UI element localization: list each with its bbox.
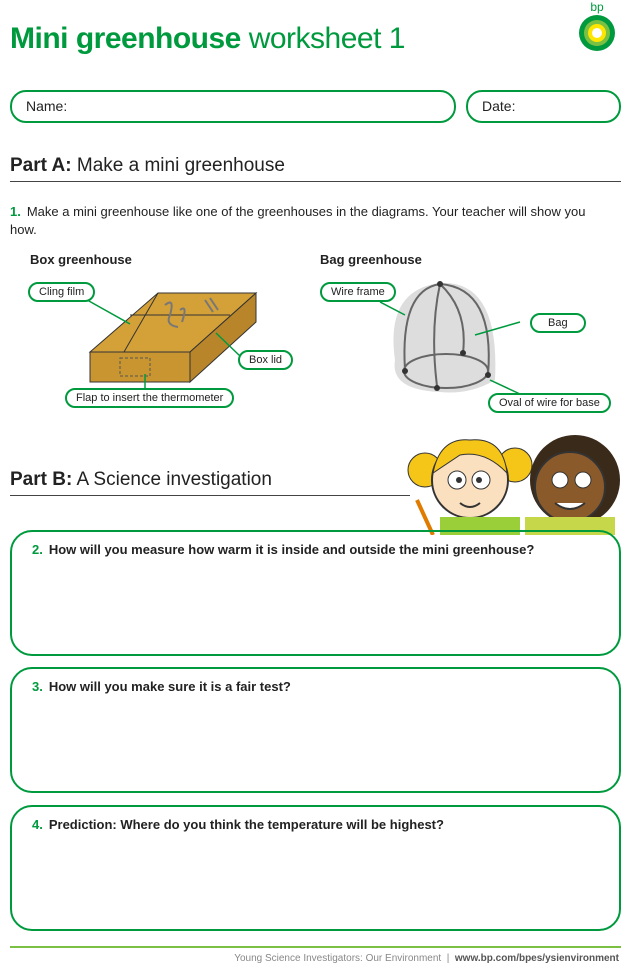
question-2-text: How will you measure how warm it is inside and outside the mini greenhouse? xyxy=(48,542,535,557)
answer-box-question-2[interactable]: 2. How will you measure how warm it is inside and outside the mini greenhouse? xyxy=(10,530,621,656)
date-field[interactable] xyxy=(466,90,621,123)
box-greenhouse-illustration xyxy=(80,293,256,390)
label-bag: Bag xyxy=(530,313,586,333)
name-label: Name: xyxy=(26,98,68,114)
label-box-lid: Box lid xyxy=(238,350,293,370)
name-field[interactable] xyxy=(10,90,456,123)
footer: Young Science Investigators: Our Environment | www.bp.com/bpes/ysienvironment xyxy=(234,953,619,964)
question-3-text: How will you make sure it is a fair test? xyxy=(48,679,291,694)
label-flap: Flap to insert the thermometer xyxy=(65,388,234,408)
question-1: 1. Make a mini greenhouse like one of the greenhouses in the diagrams. Your teacher will show you how. xyxy=(10,204,586,237)
bag-greenhouse-illustration xyxy=(380,281,520,394)
answer-box-question-3[interactable]: 3. How will you make sure it is a fair test? xyxy=(10,667,621,793)
helios-icon xyxy=(578,14,616,52)
label-oval-base: Oval of wire for base xyxy=(488,393,611,413)
date-label: Date: xyxy=(482,98,516,114)
bag-greenhouse-title: Bag greenhouse xyxy=(320,252,422,267)
label-cling-film: Cling film xyxy=(28,282,95,302)
part-b-heading: Part B: A Science investigation xyxy=(10,469,410,496)
page-title: Mini greenhouse worksheet 1 xyxy=(10,22,405,55)
footer-url: www.bp.com/bpes/ysienvironment xyxy=(454,953,619,964)
bp-logo: bp xyxy=(577,0,617,55)
part-a-heading: Part A: Make a mini greenhouse xyxy=(10,155,621,182)
answer-box-question-4[interactable]: 4. Prediction: Where do you think the temperature will be highest? xyxy=(10,805,621,931)
footer-divider xyxy=(10,946,621,948)
label-wire-frame: Wire frame xyxy=(320,282,396,302)
box-greenhouse-title: Box greenhouse xyxy=(30,252,132,267)
children-illustration xyxy=(405,425,620,535)
question-4-text: Prediction: Where do you think the temperature will be highest? xyxy=(48,817,444,832)
